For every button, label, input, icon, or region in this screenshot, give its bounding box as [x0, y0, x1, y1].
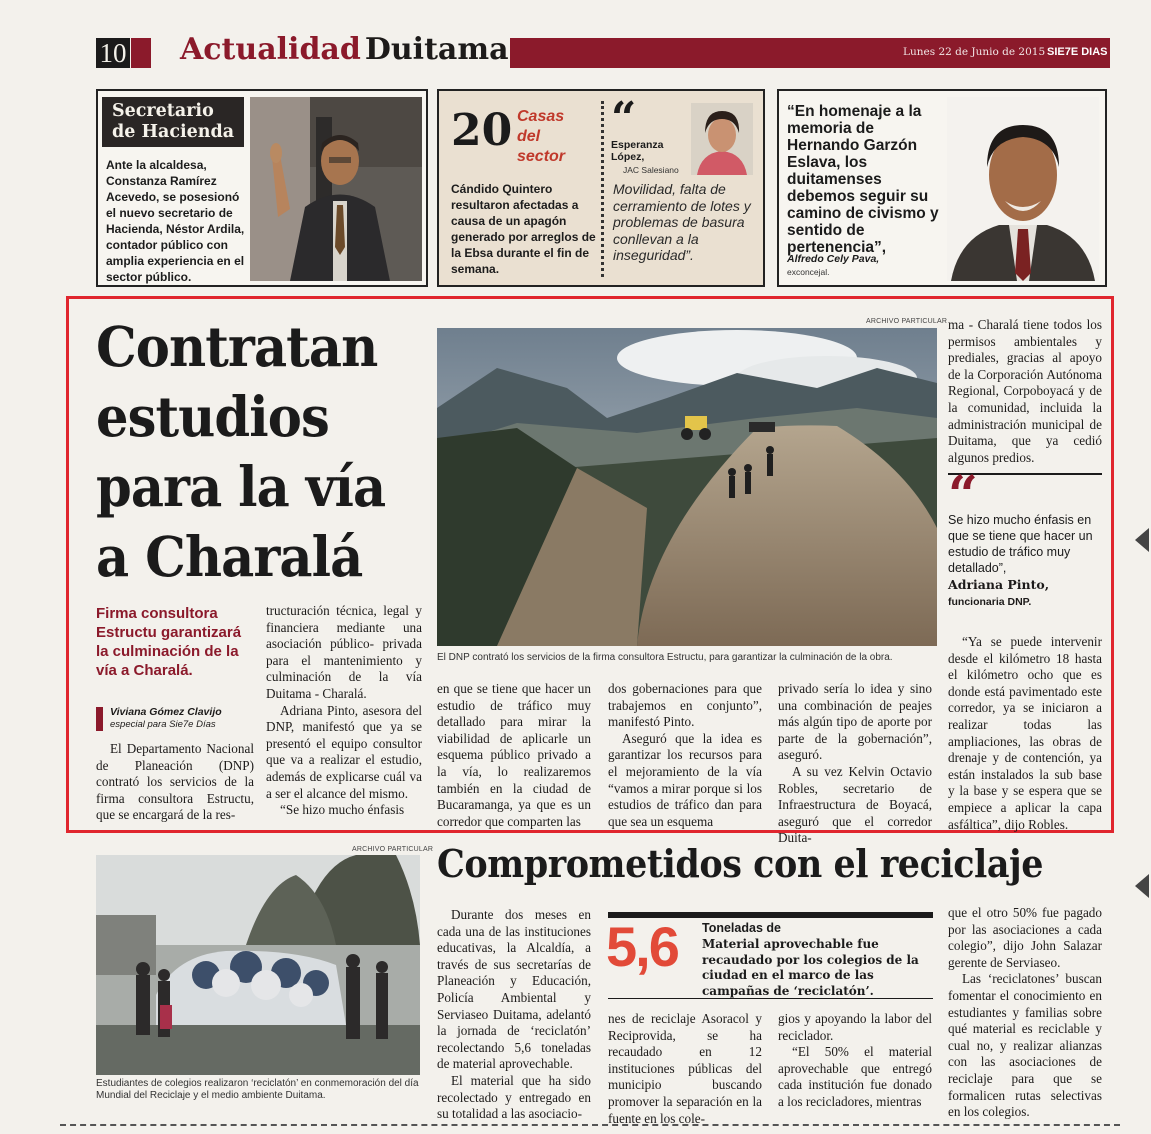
alfredo-quote: “En homenaje a la memoria de Hernando Garzón Eslava, los duitamenses debemos seguir su camino de civismo y sentido de pertenencia”, [787, 103, 939, 256]
reciclaje-col-2: nes de reciclaje Asoracol y Reciprovida, se ha recaudado en 12 instituciones públicas del municipio buscando promover la separación en la fuente en los cole- [608, 1011, 762, 1126]
casas-label: Casas del sector [517, 108, 566, 165]
section-city: Duitama [364, 32, 509, 67]
main-subhead: Firma consultora Estructu garantizará la culminación de la vía a Charalá. [96, 605, 242, 679]
pull-quote-name: Adriana Pinto, [948, 577, 1050, 592]
byline [96, 706, 256, 736]
main-col-4: dos gobernaciones para que trabajemos en conjunto”, manifestó Pinto. Aseguró que la idea es garantizar los recursos para el mejoramiento de la vía “vamos a mirar porque si los estudios de tráfico dan para que sea un esquema [608, 681, 762, 829]
pull-quote-mark: “ [948, 465, 978, 526]
reciclaje-col-1: Durante dos meses en cada una de las instituciones educativas, la Alcaldía, a través de sus secretarías de Planeación y Educación, Policía Ambiental y Serviaseo Duitama, adelantó la jornada de ‘reciclatón’ recolectando 5,6 toneladas de material aprovechable. El material que ha sido recolectado y entregado en su totalidad a las asociacio- [437, 907, 591, 1122]
reciclaje-photo-caption: Estudiantes de colegios realizaron ‘reciclatón’ en conmemoración del día Mundial del Reciclaje y el medio ambiente Duitama. [96, 1078, 419, 1101]
stat-bottom-rule [608, 998, 933, 999]
byline-mark [96, 707, 103, 731]
reciclaje-col-3: gios y apoyando la labor del reciclador. “El 50% el material aprovechable que entregó cada institución fue donado a los recicladores, mientras [778, 1011, 932, 1109]
edge-arrow-icon [1135, 528, 1149, 552]
header-bar-mark [131, 38, 151, 68]
byline-name: Viviana Gómez Clavijo [110, 706, 222, 718]
main-col-5: privado sería lo idea y sino una combinación de peajes más algún tipo de aporte por parte de la gobernación”, aseguró. A su vez Kelvin Octavio Robles, secretario de Infraestructura de Boyacá, aseguró que el corredor Duita- [778, 681, 932, 846]
casas-text: Cándido Quintero resultaron afectadas a causa de un apagón generado por arreglos de la Ebsa durante el fin de semana. [451, 182, 596, 276]
reciclaje-headline: Comprometidos con el reciclaje [437, 841, 1044, 886]
stat-label: Toneladas de [702, 921, 781, 935]
casas-number: 20 [451, 105, 513, 156]
main-col-6-top: ma - Charalá tiene todos los permisos ambientales y prediales, gracias al apoyo de la Corporación Autónoma Regional, Corpoboyacá y de la comunidad, incluida la administración municipal de Duitama, que ya cedió algunos predios. [948, 317, 1102, 465]
secretario-photo [250, 97, 422, 281]
main-photo-credit: ARCHIVO PARTICULAR [866, 318, 948, 325]
section-name: Actualidad [180, 32, 361, 67]
header-date: Lunes 22 de Junio de 2015 [903, 46, 1046, 58]
esperanza-photo [691, 103, 753, 175]
main-col-1: El Departamento Nacional de Planeación (DNP) contrató los servicios de la firma consultora Estructu, que se encargará de la res- [96, 741, 254, 823]
teaser-secretario [96, 89, 428, 287]
esperanza-quote-mark: “ [611, 93, 637, 144]
bottom-rule [60, 1124, 1120, 1126]
page-header [0, 30, 1151, 78]
header-paper: SIE7E DIAS [1047, 46, 1108, 58]
stat-text: Material aprovechable fue recaudado por los colegios de la ciudad en el marco de las campañas de ‘reciclatón’. [702, 937, 919, 998]
alfredo-name: Alfredo Cely Pava, [787, 253, 880, 265]
main-col-2: tructuración técnica, legal y financiera mediante una asociación público- privada para el mantenimiento y culminación de la vía Duitama - Charalá. Adriana Pinto, asesora del DNP, manifestó que ya se presentó el equipo consultor que va a realizar el estudio, además de explicarse cuál va a ser el alcance del mismo. “Se hizo mucho énfasis [266, 603, 422, 818]
main-col-6-bottom: “Ya se puede intervenir desde el kilómetro 18 hasta el kilómetro ocho que es donde está pavimentado este corredor, ya se iniciaron a realizar todas las ampliaciones, las obras de drenaje y de contención, ya están instalados la sub base y la base y se espera que se empiece a aplicar la capa asfáltica”, dijo Robles. [948, 634, 1102, 832]
pull-quote-role: funcionaria DNP. [948, 596, 1032, 608]
main-headline: Contratan estudios para la vía a Charalá [96, 314, 386, 589]
teaser-text: Ante la alcaldesa, Constanza Ramírez Acevedo, se posesionó el nuevo secretario de Hacienda, Néstor Ardila, contador público con amplia experiencia en el sector público. [106, 158, 245, 284]
section-title [180, 32, 509, 67]
teaser-alfredo [777, 89, 1107, 287]
page-number: 10 [96, 38, 130, 68]
main-photo-caption: El DNP contrató los servicios de la firma consultora Estructu, para garantizar la culminación de la obra. [437, 652, 893, 663]
alfredo-photo [947, 97, 1099, 281]
reciclaje-photo-credit: ARCHIVO PARTICULAR [352, 846, 434, 853]
teaser-casas [437, 89, 765, 287]
stat-number: 5,6 [606, 915, 678, 978]
alfredo-role: exconcejal. [787, 267, 830, 277]
main-photo [437, 328, 937, 646]
edge-arrow-icon [1135, 874, 1149, 898]
esperanza-role: JAC Salesiano [623, 165, 679, 175]
esperanza-name: Esperanza López, [611, 139, 664, 163]
teaser-title: Secretario de Hacienda [112, 101, 235, 142]
main-col-3: en que se tiene que hacer un estudio de tráfico muy detallado para mirar la viabilidad de aplicarle un esquema público privado a la vía, lo realizaremos también en la ciudad de Bucaramanga, ya que es un corredor que comparten las [437, 681, 591, 829]
byline-role: especial para Sie7e Días [110, 719, 216, 730]
reciclaje-photo [96, 855, 420, 1075]
reciclaje-col-4: que el otro 50% fue pagado por las asociaciones a cada colegio”, dijo John Salazar gerente de Serviaseo. Las ‘reciclatones’ buscan fomentar el conocimiento en estudiantes y familias sobre qué material es reciclable y cual no, y realizar alianzas con las asociaciones de reciclaje para que se formalicen rutas selectivas en los colegios. [948, 905, 1102, 1120]
header-red-band [510, 38, 1110, 68]
esperanza-quote: Movilidad, falta de cerramiento de lotes y problemas de basura conllevan a la inseguridad”. [613, 181, 751, 263]
dotted-divider [601, 101, 604, 277]
pull-quote-text: Se hizo mucho énfasis en que se tiene que hacer un estudio de tráfico muy detallado”, [948, 513, 1093, 575]
